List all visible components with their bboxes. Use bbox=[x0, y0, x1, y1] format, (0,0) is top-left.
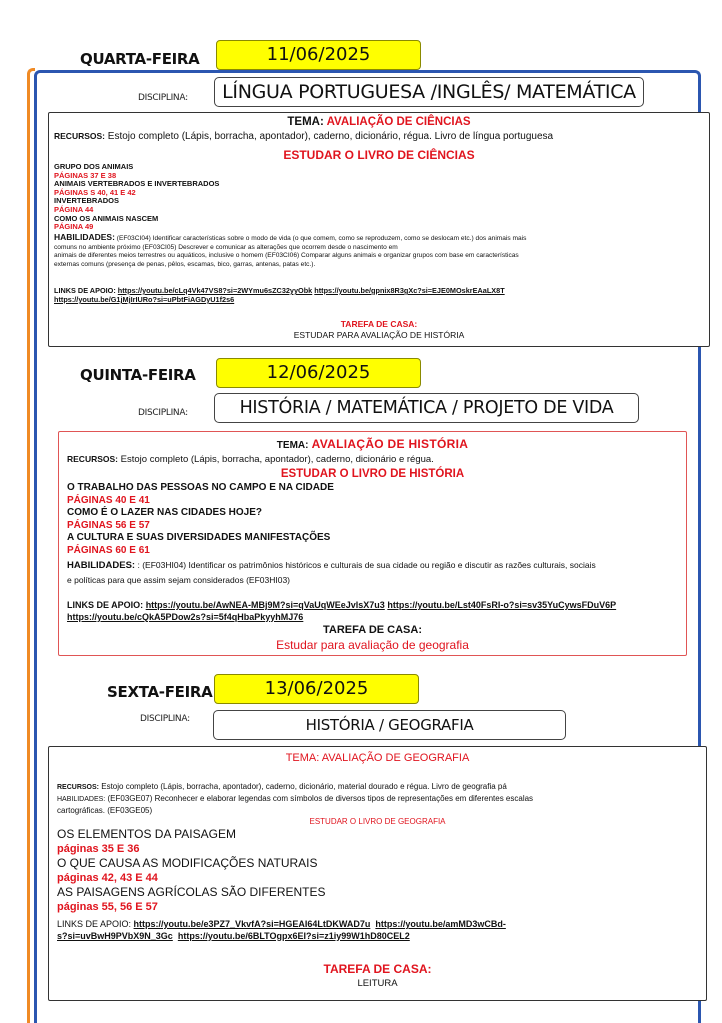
support-link[interactable]: https://youtu.be/6BLTOgpx6EI?si=z1iy99W1hD80CEL2 bbox=[177, 930, 410, 941]
links-block bbox=[67, 600, 616, 623]
estudar-heading: ESTUDAR O LIVRO DE CIÊNCIAS bbox=[283, 148, 475, 162]
habilidades-label: HABILIDADES: bbox=[67, 560, 136, 571]
tema-label: TEMA: bbox=[285, 752, 320, 764]
topic-pages: páginas 55, 56 E 57 bbox=[57, 900, 158, 913]
tema-title: AVALIAÇÃO DE CIÊNCIAS bbox=[326, 116, 471, 128]
discipline-label: DISCIPLINA: bbox=[138, 93, 188, 103]
topics-list bbox=[67, 482, 334, 557]
support-link[interactable]: https://youtu.be/cQkA5PDow2s?si=5f4qHbaPkyyhMJ76 bbox=[67, 611, 304, 622]
topic-title: COMO OS ANIMAIS NASCEM bbox=[54, 213, 159, 223]
topic-pages: PÁGINAS 56 E 57 bbox=[67, 519, 150, 531]
habilidades-text: (EF03CI04) Identificar características sobre o modo de vida (o que comem, como se reproduzem, como se deslocam etc.) dos animais mais bbox=[116, 235, 527, 242]
support-link[interactable]: https://youtu.be/G1jMjIrIURo?si=uPbtFiAGDyU1f2s6 bbox=[54, 295, 235, 304]
tarefa-text: LEITURA bbox=[357, 978, 398, 989]
topic-title: OS ELEMENTOS DA PAISAGEM bbox=[57, 827, 236, 841]
habilidades-block bbox=[67, 558, 687, 587]
topic-pages: PÁGINA 44 bbox=[54, 204, 94, 214]
topics-list bbox=[54, 163, 219, 232]
tarefa-text: ESTUDAR PARA AVALIAÇÃO DE HISTÓRIA bbox=[293, 330, 465, 340]
support-link[interactable]: https://youtu.be/gpnix8R3gXc?si=EJE0MOskrEAaLX8T bbox=[314, 286, 505, 295]
recursos-text: Estojo completo (Lápis, borracha, apontador), caderno, dicionário e régua. bbox=[120, 454, 434, 465]
estudar-heading: ESTUDAR O LIVRO DE GEOGRAFIA bbox=[309, 817, 446, 826]
support-link[interactable]: https://youtu.be/amMD3wCBd- bbox=[375, 919, 506, 929]
topic-title: COMO É O LAZER NAS CIDADES HOJE? bbox=[67, 507, 263, 518]
recursos-text: Estojo completo (Lápis, borracha, apontador), caderno, dicionário, régua. Livro de língua portuguesa bbox=[107, 131, 554, 142]
support-link[interactable]: s?si=uvBwH9PVbX9N_3Gc bbox=[57, 930, 173, 941]
tema-title: AVALIAÇÃO DE HISTÓRIA bbox=[311, 437, 469, 451]
recursos-label: RECURSOS: bbox=[67, 454, 119, 464]
discipline-box: HISTÓRIA / GEOGRAFIA bbox=[213, 710, 566, 740]
tema-heading bbox=[49, 752, 706, 764]
weekday-label: QUINTA-FEIRA bbox=[80, 366, 196, 384]
date-badge: 13/06/2025 bbox=[214, 674, 419, 704]
links-label: LINKS DE APOIO: bbox=[57, 919, 132, 929]
discipline-label: DISCIPLINA: bbox=[140, 714, 190, 724]
discipline-box: LÍNGUA PORTUGUESA /INGLÊS/ MATEMÁTICA bbox=[214, 77, 644, 107]
date-badge: 12/06/2025 bbox=[216, 358, 421, 388]
recursos-label: RECURSOS: bbox=[54, 131, 106, 141]
support-link[interactable]: https://youtu.be/Lst40FsRI-o?si=sv35YuCywsFDuV6P bbox=[387, 600, 617, 610]
lesson-card-wednesday bbox=[48, 112, 710, 347]
recursos-line bbox=[54, 131, 553, 142]
habilidades-text: animais de diferentes meios terrestres ou aquáticos, inclusive o homem (EF03CI06) Comparar alguns animais e organizar grupos com base em características bbox=[54, 252, 519, 259]
tema-title: AVALIAÇÃO DE GEOGRAFIA bbox=[321, 752, 470, 764]
habilidades-text: e políticas para que assim sejam considerados (EF03HI03) bbox=[67, 575, 290, 585]
support-link[interactable]: https://youtu.be/cLq4Vk47VS8?si=2WYmu6sZC32yyObk bbox=[117, 286, 313, 295]
tema-label: TEMA: bbox=[276, 440, 309, 451]
habilidades-text: (EF03GE07) Reconhecer e elaborar legendas com símbolos de diversos tipos de representações em diferentes escalas bbox=[107, 794, 534, 803]
topic-pages: páginas 42, 43 E 44 bbox=[57, 871, 158, 884]
support-link[interactable]: https://youtu.be/e3PZ7_VkvfA?si=HGEAI64LtDKWAD7u bbox=[133, 919, 371, 929]
recursos-text: Estojo completo (Lápis, borracha, apontador), caderno, dicionário, material dourado e régua. Livro de geografia pá bbox=[101, 782, 507, 791]
estudar-heading: ESTUDAR O LIVRO DE HISTÓRIA bbox=[280, 468, 465, 480]
topic-title: ANIMAIS VERTEBRADOS E INVERTEBRADOS bbox=[54, 179, 220, 189]
links-label: LINKS DE APOIO: bbox=[54, 286, 116, 295]
tema-label: TEMA: bbox=[287, 116, 324, 128]
topic-pages: PÁGINAS S 40, 41 E 42 bbox=[54, 187, 136, 197]
tarefa-label: TAREFA DE CASA: bbox=[340, 319, 418, 329]
habilidades-block bbox=[54, 233, 709, 269]
tarefa-label: TAREFA DE CASA: bbox=[323, 624, 422, 636]
recursos-label: RECURSOS: bbox=[57, 784, 100, 791]
links-block bbox=[54, 286, 505, 304]
topic-pages: PÁGINAS 60 E 61 bbox=[67, 544, 150, 556]
discipline-label: DISCIPLINA: bbox=[138, 408, 188, 418]
topic-title: INVERTEBRADOS bbox=[54, 196, 120, 206]
topic-pages: páginas 35 E 36 bbox=[57, 842, 140, 855]
habilidades-text: externas comuns (presença de penas, pêlos, escamas, bico, garras, antenas, patas etc.). bbox=[54, 260, 316, 268]
topics-list bbox=[57, 827, 326, 914]
topic-title: GRUPO DOS ANIMAIS bbox=[54, 162, 134, 171]
habilidades-text: cartográficas. (EF03GE05) bbox=[57, 806, 153, 815]
topic-pages: PÁGINAS 37 E 38 bbox=[54, 170, 117, 180]
tarefa-label: TAREFA DE CASA: bbox=[323, 962, 432, 976]
topic-title: A CULTURA E SUAS DIVERSIDADES MANIFESTAÇÕES bbox=[67, 532, 331, 543]
tema-heading bbox=[49, 116, 709, 128]
topic-title: O QUE CAUSA AS MODIFICAÇÕES NATURAIS bbox=[57, 856, 318, 870]
tarefa-text: Estudar para avaliação de geografia bbox=[276, 638, 469, 652]
topic-pages: PÁGINAS 40 E 41 bbox=[67, 494, 150, 506]
topic-title: AS PAISAGENS AGRÍCOLAS SÃO DIFERENTES bbox=[57, 885, 326, 899]
habilidades-text: : (EF03HI04) Identificar os patrimônios históricos e culturais de sua cidade ou região e discutir as razões culturais, sociais bbox=[137, 560, 596, 570]
tema-heading bbox=[59, 437, 686, 451]
habilidades-text: comuns no ambiente próximo (EF03CI05) Descrever e comunicar as alterações que ocorrem desde o nascimento em bbox=[54, 243, 398, 251]
date-badge: 11/06/2025 bbox=[216, 40, 421, 70]
weekday-label: SEXTA-FEIRA bbox=[107, 683, 213, 701]
discipline-box: HISTÓRIA / MATEMÁTICA / PROJETO DE VIDA bbox=[214, 393, 639, 423]
topic-pages: PÁGINA 49 bbox=[54, 222, 94, 232]
topic-title: O TRABALHO DAS PESSOAS NO CAMPO E NA CIDADE bbox=[67, 482, 334, 493]
support-link[interactable]: https://youtu.be/AwNEA-MBj9M?si=qVaUqWEeJvlsX7u3 bbox=[145, 600, 385, 610]
lesson-card-thursday bbox=[58, 431, 687, 656]
links-block bbox=[57, 919, 506, 942]
weekday-label: QUARTA-FEIRA bbox=[80, 50, 200, 68]
recursos-habilidades-block bbox=[57, 781, 702, 816]
recursos-line bbox=[67, 454, 434, 465]
links-label: LINKS DE APOIO: bbox=[67, 600, 144, 610]
lesson-card-friday bbox=[48, 746, 707, 1001]
habilidades-label: HABILIDADES: bbox=[57, 796, 106, 803]
habilidades-label: HABILIDADES: bbox=[54, 232, 115, 242]
